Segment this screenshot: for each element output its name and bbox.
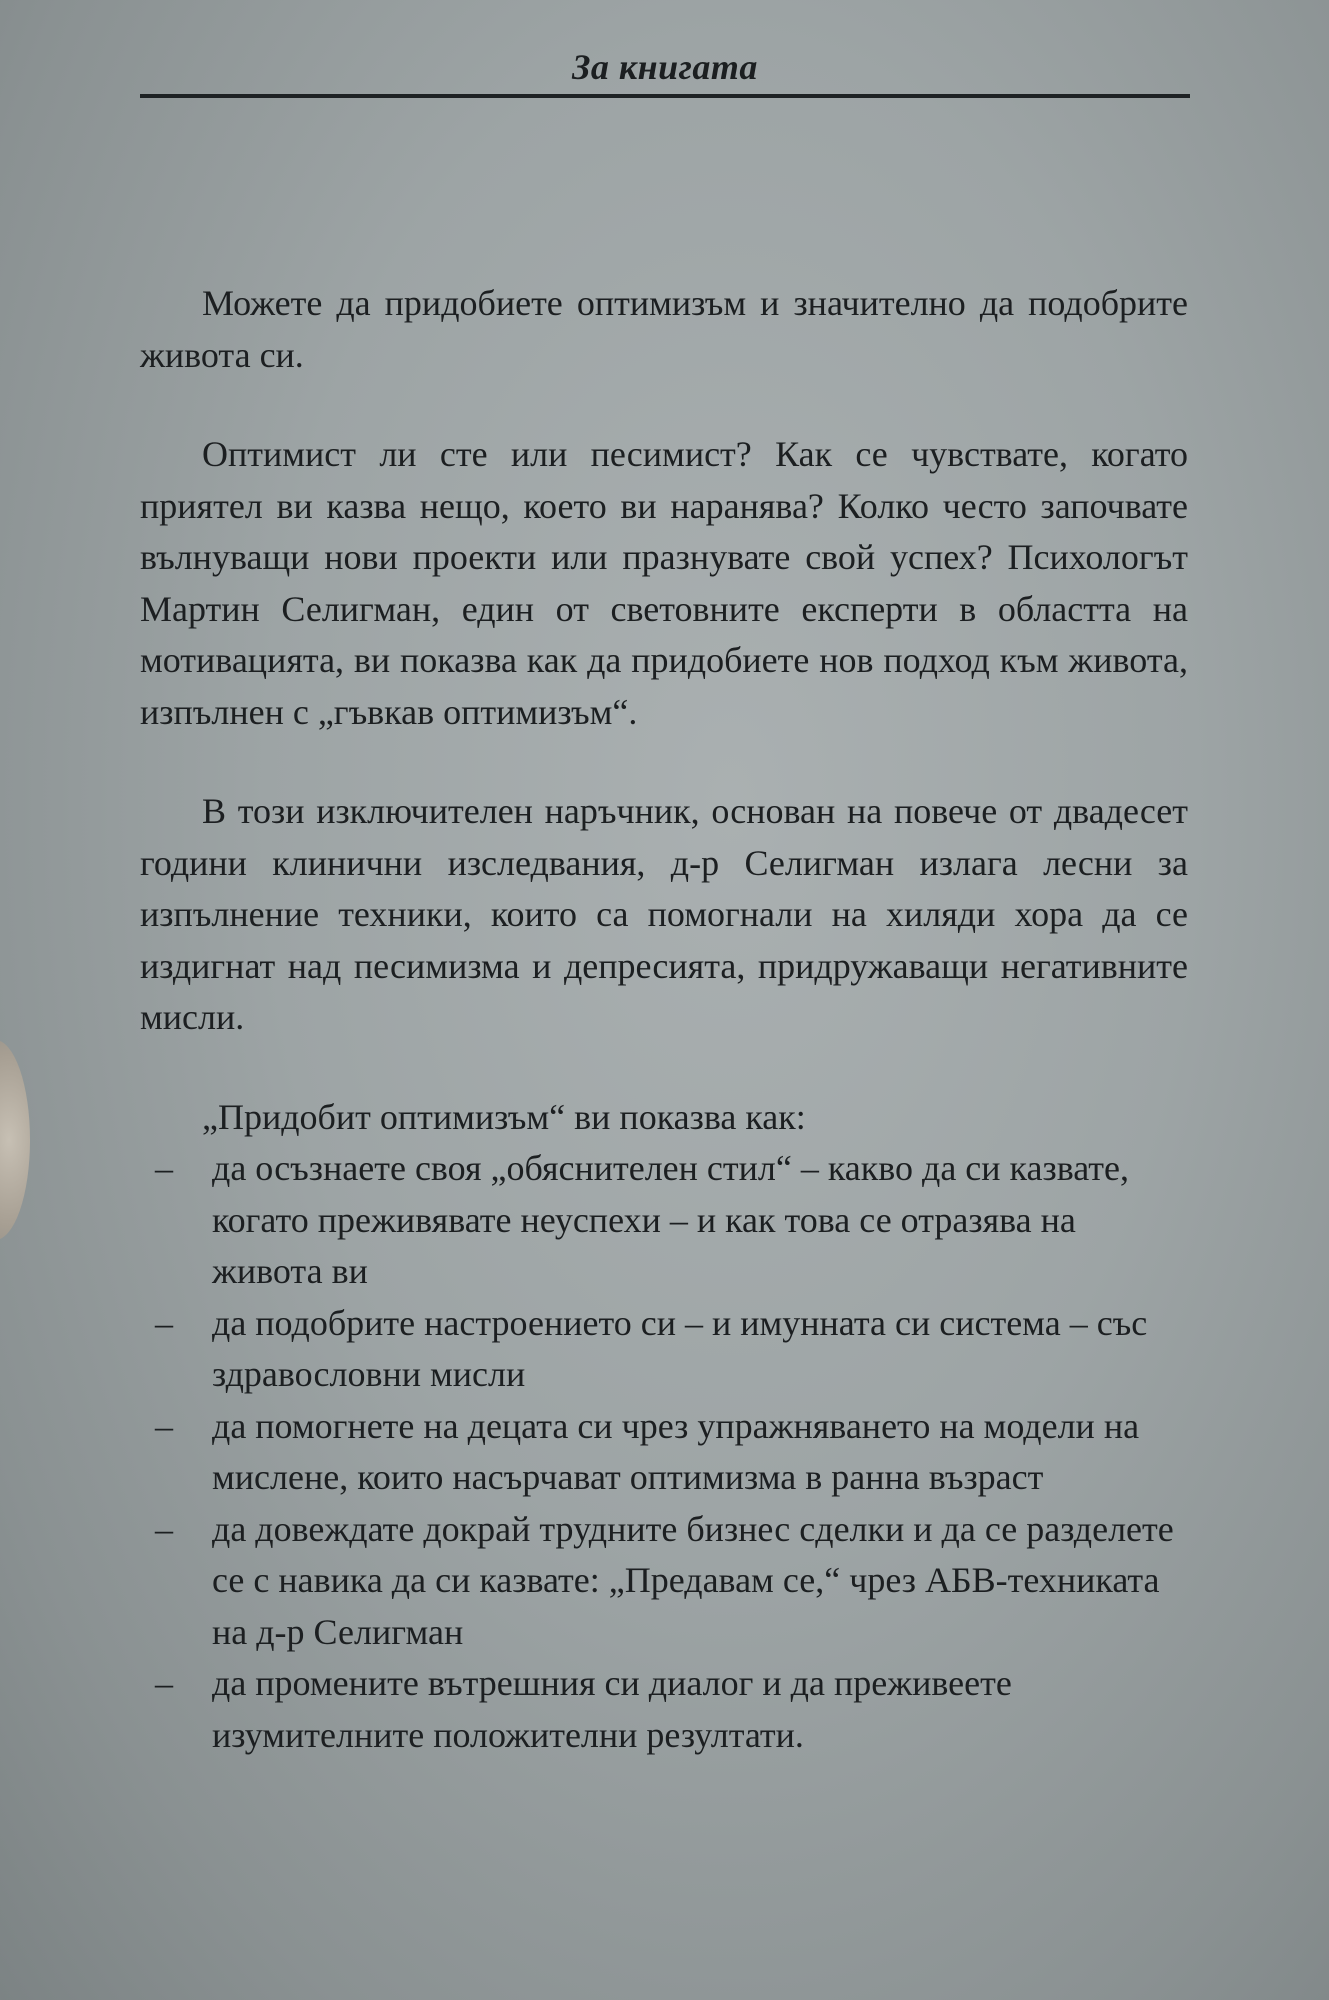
running-head: За книгата xyxy=(572,47,758,87)
dash-bullet: – xyxy=(155,1405,173,1446)
list-item xyxy=(140,1298,1188,1401)
dash-bullet: – xyxy=(155,1663,173,1703)
thumb-at-page-edge xyxy=(0,1040,30,1240)
dash-bullet: – xyxy=(155,1302,173,1343)
list-lead: „Придобит оптимизъм“ ви показва как: xyxy=(202,1096,806,1137)
dash-bullet: – xyxy=(155,1508,173,1549)
list-item-text: да помогнете на децата си чрез упражняването на модели на мислене, които насърчават оптимизма в ранна възраст xyxy=(212,1405,1140,1497)
benefits-list xyxy=(140,1143,1188,1761)
list-item xyxy=(140,1143,1188,1298)
list-item xyxy=(140,1504,1188,1659)
list-item-text: да осъзнаете своя „обяснителен стил“ – какво да си казвате, когато преживявате неуспехи – и как това се отразява на живота ви xyxy=(212,1148,1129,1291)
list-item-text: да довеждате докрай трудните бизнес сделки и да се разделете се с навика да си казвате: „Предавам се,“ чрез АБВ-техниката на д-р Селигман xyxy=(212,1508,1174,1652)
paragraph-questions: Оптимист ли сте или песимист? Как се чувствате, когато приятел ви казва нещо, което ви наранява? Колко често започвате вълнуващи нови проекти или празнувате свой успех? Психологът Мартин Селигман, един от световните експерти в областта на мотивацията, ви показва как да придобиете нов подход към живота, изпълнен с „гъвкав оптимизъм“. xyxy=(140,434,1188,732)
page-body xyxy=(140,278,1188,1761)
paragraph-handbook: В този изключителен наръчник, основан на повече от двадесет години клинични изследвания, д-р Селигман излага лесни за изпълнение техники, които са помогнали на хиляди хора да се издигнат над песимизма и депресията, придружаващи негативните мисли. xyxy=(140,791,1188,1037)
list-item xyxy=(140,1658,1188,1761)
dash-bullet: – xyxy=(155,1148,173,1188)
list-item-text: да промените вътрешния си диалог и да преживеете изумителните положителни резултати. xyxy=(212,1663,1012,1755)
list-item xyxy=(140,1401,1188,1504)
header-rule xyxy=(140,94,1190,98)
paragraph-intro: Можете да придобиете оптимизъм и значително да подобрите живота си. xyxy=(140,283,1188,375)
list-item-text: да подобрите настроението си – и имунната си система – със здравословни мисли xyxy=(212,1302,1148,1394)
